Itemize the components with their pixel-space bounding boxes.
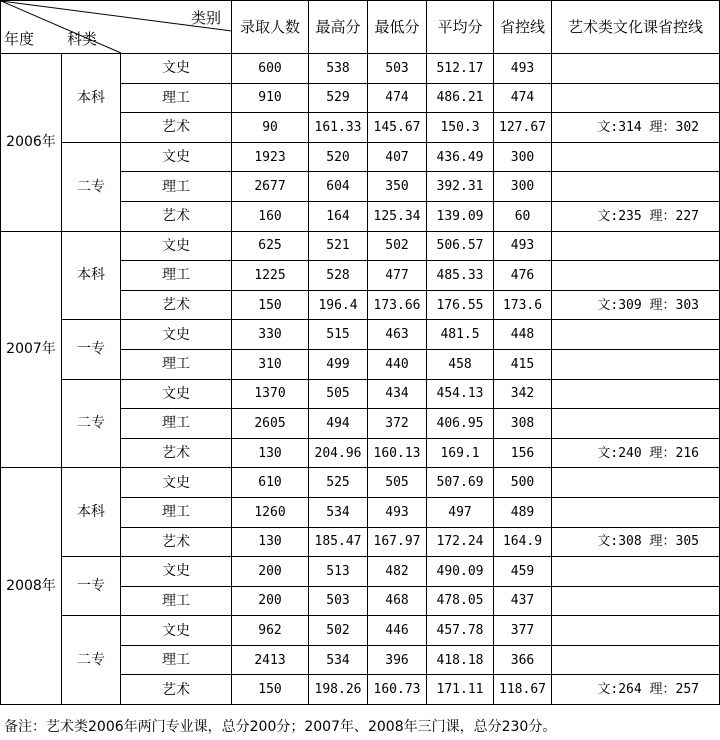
max-score-cell: 196.4 — [309, 290, 368, 320]
admitted-count-cell: 1260 — [232, 497, 309, 527]
art-culture-line-cell — [552, 616, 720, 646]
year-cell: 2006年 — [1, 54, 62, 232]
level-cell: 一专 — [62, 320, 121, 379]
average-score-cell: 418.18 — [427, 645, 494, 675]
subject-cell: 理工 — [121, 83, 232, 113]
art-culture-line-cell: 文:308 理：305 — [552, 527, 720, 557]
max-score-cell: 534 — [309, 497, 368, 527]
subject-cell: 文史 — [121, 468, 232, 498]
control-line-cell: 437 — [494, 586, 552, 616]
subject-cell: 文史 — [121, 616, 232, 646]
min-score-cell: 503 — [368, 54, 427, 84]
subject-cell: 艺术 — [121, 675, 232, 705]
subject-cell: 理工 — [121, 409, 232, 439]
year-cell: 2008年 — [1, 468, 62, 705]
min-score-cell: 145.67 — [368, 113, 427, 143]
average-score-cell: 485.33 — [427, 261, 494, 291]
average-score-cell: 457.78 — [427, 616, 494, 646]
art-culture-line-cell — [552, 54, 720, 84]
table-row — [1, 320, 720, 350]
min-score-cell: 440 — [368, 349, 427, 379]
admitted-count-cell: 130 — [232, 527, 309, 557]
art-culture-line-cell — [552, 231, 720, 261]
admitted-count-cell: 1225 — [232, 261, 309, 291]
control-line-cell: 500 — [494, 468, 552, 498]
admitted-count-cell: 150 — [232, 675, 309, 705]
average-score-cell: 169.1 — [427, 438, 494, 468]
admitted-count-cell: 130 — [232, 438, 309, 468]
table-row — [1, 468, 720, 498]
footnote: 备注：艺术类2006年两门专业课，总分200分；2007年、2008年三门课，总分230分。 — [4, 719, 557, 735]
admitted-count-cell: 610 — [232, 468, 309, 498]
admitted-count-cell: 2605 — [232, 409, 309, 439]
min-score-cell: 446 — [368, 616, 427, 646]
control-line-cell: 308 — [494, 409, 552, 439]
control-line-cell: 366 — [494, 645, 552, 675]
level-cell: 本科 — [62, 54, 121, 143]
subject-cell: 艺术 — [121, 113, 232, 143]
subject-cell: 理工 — [121, 261, 232, 291]
admitted-count-cell: 150 — [232, 290, 309, 320]
average-score-cell: 171.11 — [427, 675, 494, 705]
subject-cell: 理工 — [121, 497, 232, 527]
admitted-count-cell: 962 — [232, 616, 309, 646]
max-score-cell: 185.47 — [309, 527, 368, 557]
subject-cell: 艺术 — [121, 438, 232, 468]
subject-cell: 文史 — [121, 557, 232, 587]
admitted-count-cell: 310 — [232, 349, 309, 379]
max-score-cell: 513 — [309, 557, 368, 587]
average-score-cell: 172.24 — [427, 527, 494, 557]
max-score-cell: 204.96 — [309, 438, 368, 468]
art-culture-line-cell — [552, 409, 720, 439]
min-score-cell: 167.97 — [368, 527, 427, 557]
admitted-count-cell: 200 — [232, 586, 309, 616]
level-cell: 二专 — [62, 379, 121, 468]
art-culture-line-cell: 文:309 理：303 — [552, 290, 720, 320]
min-score-cell: 125.34 — [368, 201, 427, 231]
control-line-cell: 459 — [494, 557, 552, 587]
subject-cell: 理工 — [121, 645, 232, 675]
admitted-count-cell: 200 — [232, 557, 309, 587]
level-cell: 二专 — [62, 616, 121, 705]
art-culture-line-cell — [552, 468, 720, 498]
admitted-count-cell: 1370 — [232, 379, 309, 409]
min-score-cell: 407 — [368, 142, 427, 172]
corner-label-subject: 科类 — [67, 30, 98, 48]
min-score-cell: 160.73 — [368, 675, 427, 705]
average-score-cell: 507.69 — [427, 468, 494, 498]
subject-cell: 文史 — [121, 54, 232, 84]
header-row — [1, 1, 720, 54]
max-score-cell: 515 — [309, 320, 368, 350]
table-row — [1, 231, 720, 261]
min-score-cell: 434 — [368, 379, 427, 409]
control-line-cell: 493 — [494, 54, 552, 84]
min-score-cell: 493 — [368, 497, 427, 527]
min-score-cell: 173.66 — [368, 290, 427, 320]
average-score-cell: 497 — [427, 497, 494, 527]
control-line-cell: 474 — [494, 83, 552, 113]
art-culture-line-cell: 文:235 理：227 — [552, 201, 720, 231]
column-header-average-score: 平均分 — [427, 1, 494, 54]
control-line-cell: 173.6 — [494, 290, 552, 320]
average-score-cell: 478.05 — [427, 586, 494, 616]
table-row — [1, 616, 720, 646]
min-score-cell: 463 — [368, 320, 427, 350]
min-score-cell: 396 — [368, 645, 427, 675]
max-score-cell: 525 — [309, 468, 368, 498]
corner-label-category: 类别 — [191, 9, 222, 27]
average-score-cell: 150.3 — [427, 113, 494, 143]
column-header-art-culture-line: 艺术类文化课省控线 — [552, 1, 720, 54]
table-row — [1, 557, 720, 587]
art-culture-line-cell — [552, 586, 720, 616]
max-score-cell: 604 — [309, 172, 368, 202]
admitted-count-cell: 330 — [232, 320, 309, 350]
max-score-cell: 520 — [309, 142, 368, 172]
max-score-cell: 164 — [309, 201, 368, 231]
min-score-cell: 160.13 — [368, 438, 427, 468]
min-score-cell: 502 — [368, 231, 427, 261]
control-line-cell: 377 — [494, 616, 552, 646]
average-score-cell: 490.09 — [427, 557, 494, 587]
subject-cell: 艺术 — [121, 527, 232, 557]
max-score-cell: 528 — [309, 261, 368, 291]
art-culture-line-cell — [552, 320, 720, 350]
min-score-cell: 350 — [368, 172, 427, 202]
level-cell: 本科 — [62, 468, 121, 557]
art-culture-line-cell — [552, 497, 720, 527]
subject-cell: 文史 — [121, 379, 232, 409]
level-cell: 一专 — [62, 557, 121, 616]
average-score-cell: 176.55 — [427, 290, 494, 320]
average-score-cell: 506.57 — [427, 231, 494, 261]
max-score-cell: 503 — [309, 586, 368, 616]
average-score-cell: 392.31 — [427, 172, 494, 202]
art-culture-line-cell: 文:264 理：257 — [552, 675, 720, 705]
min-score-cell: 468 — [368, 586, 427, 616]
admitted-count-cell: 160 — [232, 201, 309, 231]
max-score-cell: 529 — [309, 83, 368, 113]
art-culture-line-cell — [552, 83, 720, 113]
admitted-count-cell: 2677 — [232, 172, 309, 202]
control-line-cell: 489 — [494, 497, 552, 527]
year-cell: 2007年 — [1, 231, 62, 468]
subject-cell: 理工 — [121, 172, 232, 202]
max-score-cell: 521 — [309, 231, 368, 261]
control-line-cell: 476 — [494, 261, 552, 291]
art-culture-line-cell — [552, 261, 720, 291]
column-header-max-score: 最高分 — [309, 1, 368, 54]
admitted-count-cell: 90 — [232, 113, 309, 143]
column-header-admitted: 录取人数 — [232, 1, 309, 54]
art-culture-line-cell — [552, 142, 720, 172]
art-culture-line-cell: 文:240 理：216 — [552, 438, 720, 468]
subject-cell: 理工 — [121, 586, 232, 616]
control-line-cell: 164.9 — [494, 527, 552, 557]
subject-cell: 文史 — [121, 231, 232, 261]
control-line-cell: 342 — [494, 379, 552, 409]
max-score-cell: 161.33 — [309, 113, 368, 143]
max-score-cell: 198.26 — [309, 675, 368, 705]
max-score-cell: 499 — [309, 349, 368, 379]
control-line-cell: 448 — [494, 320, 552, 350]
min-score-cell: 482 — [368, 557, 427, 587]
control-line-cell: 415 — [494, 349, 552, 379]
art-culture-line-cell — [552, 645, 720, 675]
art-culture-line-cell — [552, 172, 720, 202]
table-row — [1, 54, 720, 84]
max-score-cell: 538 — [309, 54, 368, 84]
table-row — [1, 142, 720, 172]
admitted-count-cell: 2413 — [232, 645, 309, 675]
subject-cell: 文史 — [121, 320, 232, 350]
art-culture-line-cell — [552, 349, 720, 379]
average-score-cell: 512.17 — [427, 54, 494, 84]
control-line-cell: 60 — [494, 201, 552, 231]
table-row — [1, 379, 720, 409]
control-line-cell: 300 — [494, 142, 552, 172]
average-score-cell: 436.49 — [427, 142, 494, 172]
min-score-cell: 474 — [368, 83, 427, 113]
average-score-cell: 486.21 — [427, 83, 494, 113]
subject-cell: 艺术 — [121, 290, 232, 320]
min-score-cell: 505 — [368, 468, 427, 498]
max-score-cell: 505 — [309, 379, 368, 409]
level-cell: 本科 — [62, 231, 121, 320]
average-score-cell: 139.09 — [427, 201, 494, 231]
subject-cell: 理工 — [121, 349, 232, 379]
admitted-count-cell: 910 — [232, 83, 309, 113]
admitted-count-cell: 1923 — [232, 142, 309, 172]
min-score-cell: 372 — [368, 409, 427, 439]
average-score-cell: 406.95 — [427, 409, 494, 439]
corner-label-year: 年度 — [4, 30, 35, 48]
art-culture-line-cell: 文:314 理：302 — [552, 113, 720, 143]
average-score-cell: 458 — [427, 349, 494, 379]
subject-cell: 艺术 — [121, 201, 232, 231]
column-header-control-line: 省控线 — [494, 1, 552, 54]
max-score-cell: 494 — [309, 409, 368, 439]
max-score-cell: 502 — [309, 616, 368, 646]
art-culture-line-cell — [552, 379, 720, 409]
control-line-cell: 300 — [494, 172, 552, 202]
control-line-cell: 118.67 — [494, 675, 552, 705]
min-score-cell: 477 — [368, 261, 427, 291]
control-line-cell: 127.67 — [494, 113, 552, 143]
admitted-count-cell: 600 — [232, 54, 309, 84]
subject-cell: 文史 — [121, 142, 232, 172]
average-score-cell: 481.5 — [427, 320, 494, 350]
art-culture-line-cell — [552, 557, 720, 587]
max-score-cell: 534 — [309, 645, 368, 675]
column-header-min-score: 最低分 — [368, 1, 427, 54]
control-line-cell: 156 — [494, 438, 552, 468]
header-corner-cell — [1, 1, 232, 54]
admitted-count-cell: 625 — [232, 231, 309, 261]
level-cell: 二专 — [62, 142, 121, 231]
control-line-cell: 493 — [494, 231, 552, 261]
average-score-cell: 454.13 — [427, 379, 494, 409]
